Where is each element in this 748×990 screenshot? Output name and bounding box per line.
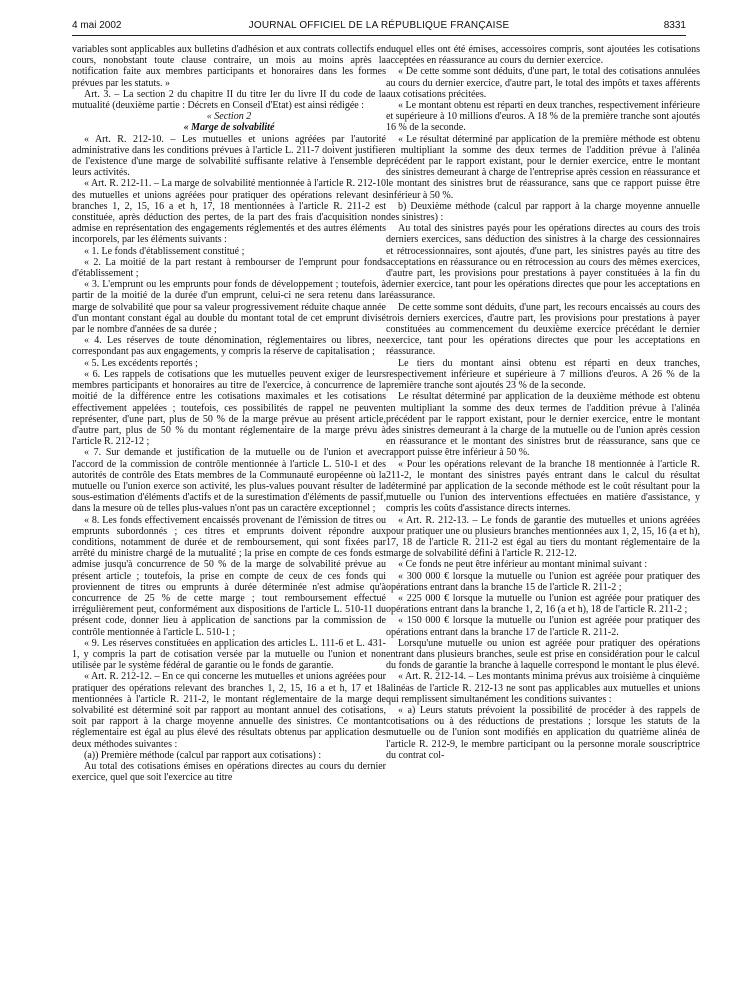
paragraph: « Art. R. 212-13. – Le fonds de garantie des mutuelles et unions agréées pour pratiquer une ou plusieurs branches mentionnées aux 1, 2, 15, 16 (a et h), 17, 18 de l'article R. 211-2 est égal au tiers du montant réglementaire de la marge de solvabilité défini à l'article R. 212-12. bbox=[386, 514, 700, 560]
paragraph: variables sont applicables aux bulletins d'adhésion et aux contrats collectifs en cours, nonobstant toute clause contraire, un mois au moins après la notification faite aux membres participants et honoraires dans les formes prévues par les statuts. » bbox=[72, 44, 386, 89]
paragraph: « Pour les opérations relevant de la branche 18 mentionnée à l'article R. 211-2, le montant des sinistres payés entrant dans le calcul du résultat déterminé par application de la seconde méthode est le coût résultant pour la mutuelle ou l'union des interventions effectuées en matière d'assistance, y compris les coûts d'assistance directs internes. bbox=[386, 458, 700, 515]
paragraph: « Ce fonds ne peut être inférieur au montant minimal suivant : bbox=[398, 559, 648, 571]
header-page-number: 8331 bbox=[663, 20, 686, 31]
paragraph: « 3. L'emprunt ou les emprunts pour fonds de développement ; toutefois, à partir de la moitié de la durée d'un emprunt, celui-ci ne sera retenu dans la marge de solvabilité que pour sa valeur progressivement réduite chaque année d'un montant constant égal au double du montant total de cet emprunt divisé par le nombre d'années de sa durée ; bbox=[72, 279, 386, 336]
paragraph: « Art. R. 212-14. – Les montants minima prévus aux troisième à cinquième alinéas de l'article R. 212-13 ne sont pas applicables aux mutuelles et unions qui remplissent simultanément les conditions suivantes : bbox=[386, 671, 700, 705]
paragraph: « 8. Les fonds effectivement encaissés provenant de l'émission de titres ou emprunts subordonnés ; ces titres et emprunts doivent répondre aux conditions, notamment de durée et de remboursement, qui sont fixées par arrêté du ministre chargé de la mutualité ; la prise en compte de ces fonds est admise jusqu'à concurrence de 50 % de la marge de solvabilité prévue au présent article ; toutefois, la prise en compte de ceux de ces fonds qui proviennent de titres ou emprunts à durée déterminée n'est admise qu'à concurrence de 25 % de cette marge ; tout remboursement effectué irrégulièrement peut, conformément aux dispositions de l'article L. 510-11 du présent code, donner lieu à application de sanctions par la commission de contrôle mentionnée à l'article L. 510-1 ; bbox=[72, 514, 386, 638]
paragraph: « 2. La moitié de la part restant à rembourser de l'emprunt pour fonds d'établissement ; bbox=[72, 256, 386, 280]
section-heading: « Section 2 bbox=[206, 111, 252, 123]
paragraph: (a)) Première méthode (calcul par rapport aux cotisations) : bbox=[84, 749, 322, 761]
paragraph: Art. 3. – La section 2 du chapitre II du titre Ier du livre II du code de la mutualité (deuxième partie : Décrets en Conseil d'Etat) est ainsi rédigée : bbox=[72, 88, 386, 112]
running-header bbox=[72, 20, 686, 34]
paragraph: « Art. R. 212-10. – Les mutuelles et unions agréées par l'autorité administrative dans les conditions prévues à l'article L. 211-7 doivent justifier de l'existence d'une marge de solvabilité suffisante relative à l'ensemble de leurs activités. bbox=[72, 133, 386, 179]
paragraph: « 6. Les rappels de cotisations que les mutuelles peuvent exiger de leurs membres participants et honoraires au titre de l'exercice, à concurrence de la moitié de la différence entre les cotisations maximales et les cotisations effectivement appelées ; toutefois, ces possibilités de rappel ne peuvent représenter, d'une part, plus de 50 % de la marge prévue au présent article, d'autre part, plus de 50 % du montant réglementaire de la marge prévu à l'article R. 212-12 ; bbox=[72, 368, 386, 448]
paragraph: De cette somme sont déduits, d'une part, les recours encaissés au cours des trois derniers exercices, d'autre part, les provisions pour prestations à payer constituées au commencement du deuxième exercice précédant le dernier exercice, tant pour les opérations directes que pour les acceptations en réassurance. bbox=[386, 301, 700, 358]
paragraph: Le tiers du montant ainsi obtenu est réparti en deux tranches, respectivement inférieure et supérieure à 7 millions d'euros. A 26 % de la première tranche sont ajoutés 23 % de la seconde. bbox=[386, 357, 700, 392]
header-date: 4 mai 2002 bbox=[72, 20, 122, 31]
header-rule bbox=[72, 35, 686, 36]
paragraph: « a) Leurs statuts prévoient la possibilité de procéder à des rappels de cotisations ou à des réductions de prestations ; lorsque les statuts de la mutuelle ou de l'union sont modifiés en application du quatrième alinéa de l'article R. 212-9, le membre participant ou la personne morale souscriptrice du contrat col- bbox=[386, 704, 700, 761]
paragraph: « 5. Les excédents reportés ; bbox=[84, 357, 198, 369]
paragraph: « 150 000 € lorsque la mutuelle ou l'union est agréée pour pratiquer des opérations entrant dans la branche 17 de l'article R. 211-2. bbox=[386, 615, 700, 638]
paragraph: Lorsqu'une mutuelle ou union est agréée pour pratiquer des opérations entrant dans plusieurs branches, seule est prise en considération pour le calcul du fonds de garantie la branche à laquelle correspond le montant le plus élevé. bbox=[386, 637, 700, 672]
paragraph: « Art. R. 212-12. – En ce qui concerne les mutuelles et unions agréées pour pratiquer des opérations relevant des branches 1, 2, 15, 16 a et h, 17 et 18 mentionnées à l'article R. 211-2, le montant réglementaire de la marge de solvabilité est déterminé soit par rapport au montant annuel des cotisations, soit par rapport à la charge moyenne annuelle des sinistres. Ce montant réglementaire est égal au plus élevé des résultats obtenus par application des deux méthodes suivantes : bbox=[72, 671, 386, 750]
paragraph: « 225 000 € lorsque la mutuelle ou l'union est agréée pour pratiquer des opérations entrant dans la branche 1, 2, 16 (a et h), 18 de l'article R. 211-2 ; bbox=[386, 592, 700, 616]
paragraph: « Le montant obtenu est réparti en deux tranches, respectivement inférieure et supérieure à 10 millions d'euros. A 18 % de la première tranche sont ajoutés 16 % de la seconde. bbox=[386, 100, 700, 134]
paragraph: « 9. Les réserves constituées en application des articles L. 111-6 et L. 431-1, y compris la part de cotisation versée par la mutuelle ou l'union et non utilisée par le système fédéral de garantie ou le fonds de garantie. bbox=[72, 637, 386, 672]
paragraph: « Le résultat déterminé par application de la première méthode est obtenu en multipliant la somme des deux termes de l'addition prévue à l'alinéa précédent par le rapport existant, pour le dernier exercice, entre le montant des sinistres demeurant à charge de l'entreprise après cession en réassurance et le montant des sinistres brut de réassurance, sans que ce rapport puisse être inférieur à 50 %. bbox=[386, 133, 700, 201]
left-column bbox=[72, 44, 386, 783]
paragraph: Au total des sinistres payés pour les opérations directes au cours des trois derniers exercices, sans déduction des sinistres à la charge des cessionnaires et rétrocessionnaires, sont ajoutés, d'une part, les sinistres payés au titre des acceptations en réassurance ou en rétrocession au cours des mêmes exercices, d'autre part, les provisions pour prestations à payer constituées à la fin du dernier exercice, tant pour les opérations directes que pour les acceptations en réassurance. bbox=[386, 223, 700, 302]
right-column bbox=[386, 44, 700, 761]
paragraph: « 7. Sur demande et justification de la mutuelle ou de l'union et avec l'accord de la commission de contrôle mentionnée à l'article L. 510-1 et des autorités de contrôle des Etats membres de la Communauté européenne où la mutuelle ou l'union exerce son activité, les plus-values pouvant résulter de la sous-estimation d'éléments d'actifs et de la surestimation d'éléments de passif, dans la mesure où de telles plus-values n'ont pas un caractère exceptionnel ; bbox=[72, 447, 386, 515]
paragraph: « 300 000 € lorsque la mutuelle ou l'union est agréée pour pratiquer des opérations entrant dans la branche 15 de l'article R. 211-2 ; bbox=[386, 570, 700, 593]
paragraph: « 1. Le fonds d'établissement constitué ; bbox=[84, 245, 245, 257]
paragraph: duquel elles ont été émises, accessoires compris, sont ajoutées les cotisations acceptées en réassurance au cours du dernier exercice. bbox=[386, 44, 700, 67]
paragraph: « De cette somme sont déduits, d'une part, le total des cotisations annulées au cours du dernier exercice, d'autre part, le total des impôts et taxes afférents aux cotisations précitées. bbox=[386, 66, 700, 100]
section-subheading: « Marge de solvabilité bbox=[183, 122, 275, 134]
header-title: JOURNAL OFFICIEL DE LA RÉPUBLIQUE FRANÇAISE bbox=[248, 20, 510, 31]
paragraph: « Art. R. 212-11. – La marge de solvabilité mentionnée à l'article R. 212-10 des mutuelles et unions agréées pour pratiquer des opérations relevant des branches 1, 2, 15, 16 a et h, 17, 18 mentionnées à l'article R. 211-2 est constituée, après déduction des pertes, de la part des frais d'acquisition non admise en représentation des engagements réglementés et des autres éléments incorporels, par les éléments suivants : bbox=[72, 178, 387, 246]
paragraph: b) Deuxième méthode (calcul par rapport à la charge moyenne annuelle des sinistres) : bbox=[386, 200, 700, 224]
paragraph: Le résultat déterminé par application de la deuxième méthode est obtenu en multipliant la somme des deux termes de l'addition prévue à l'alinéa précédent par le rapport existant, pour le dernier exercice, entre le montant des sinistres demeurant à la charge de la mutuelle ou de l'union après cession en réassurance et le montant des sinistres brut de réassurance, sans que ce rapport puisse être inférieur à 50 %. bbox=[386, 391, 700, 459]
paragraph: Au total des cotisations émises en opérations directes au cours du dernier exercice, quel que soit l'exercice au titre bbox=[72, 761, 386, 784]
paragraph: « 4. Les réserves de toute dénomination, réglementaires ou libres, ne correspondant pas aux engagements, y compris la réserve de capitalisation ; bbox=[72, 335, 386, 358]
